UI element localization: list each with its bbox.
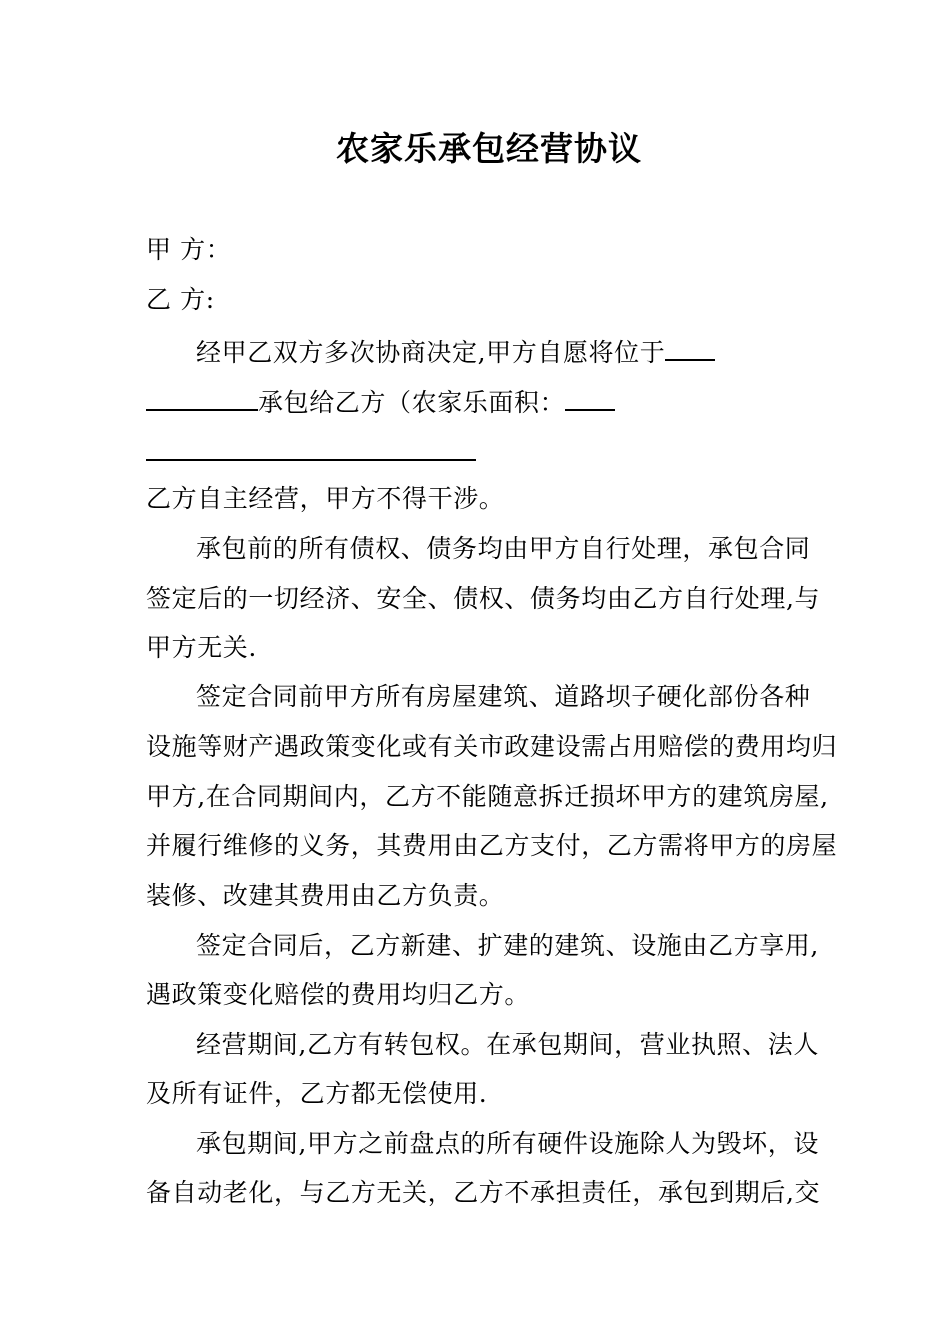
paragraph-line: [196, 333, 715, 370]
paragraph-line: [146, 383, 615, 420]
paragraph-line: 装修、改建其费用由乙方负责。: [146, 881, 505, 910]
fill-in-blank: [146, 433, 476, 461]
fill-in-blank: [565, 383, 615, 411]
paragraph-line: 备自动老化，与乙方无关，乙方不承担责任，承包到期后,交: [146, 1178, 821, 1207]
party-b-label: 乙 方:: [146, 285, 215, 314]
paragraph-line: 乙方自主经营，甲方不得干涉。: [146, 484, 505, 513]
paragraph-line: 甲方无关.: [146, 633, 257, 662]
paragraph-line: 签定后的一切经济、安全、债权、债务均由乙方自行处理,与: [146, 584, 821, 613]
paragraph-line: 及所有证件，乙方都无偿使用.: [146, 1079, 488, 1108]
paragraph-line: 并履行维修的义务，其费用由乙方支付，乙方需将甲方的房屋: [146, 831, 838, 860]
paragraph-line: 签定合同后，乙方新建、扩建的建筑、设施由乙方享用,: [196, 931, 819, 960]
party-a-label: 甲 方：: [146, 235, 232, 264]
paragraph-line: 承包前的所有债权、债务均由甲方自行处理，承包合同: [196, 534, 811, 563]
paragraph-line-text: 承包给乙方（农家乐面积：: [258, 388, 566, 417]
fill-in-blank: [146, 383, 258, 411]
paragraph-line: 甲方,在合同期间内，乙方不能随意拆迁损坏甲方的建筑房屋,: [146, 782, 829, 811]
fill-in-blank: [665, 333, 715, 361]
paragraph-line: 设施等财产遇政策变化或有关市政建设需占用赔偿的费用均归: [146, 732, 838, 761]
paragraph-line-text: 经甲乙双方多次协商决定,甲方自愿将位于: [196, 338, 666, 367]
paragraph-line: 遇政策变化赔偿的费用均归乙方。: [146, 980, 531, 1009]
paragraph-line: 经营期间,乙方有转包权。在承包期间，营业执照、法人: [196, 1030, 819, 1059]
paragraph-line: 承包期间,甲方之前盘点的所有硬件设施除人为毁坏，设: [196, 1129, 819, 1158]
paragraph-line: 签定合同前甲方所有房屋建筑、道路坝子硬化部份各种: [196, 682, 811, 711]
document-title: 农家乐承包经营协议: [336, 129, 642, 168]
paragraph-line: [146, 433, 476, 470]
